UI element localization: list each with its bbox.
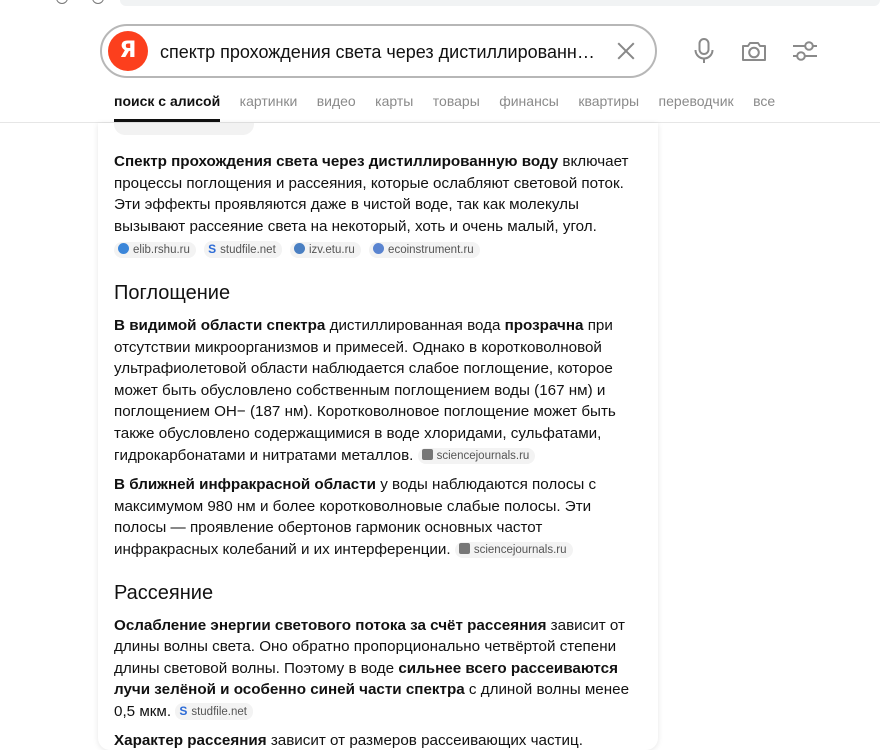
bold-text: сильнее всего рассеиваются лучи зелёной и особенно синей части спектра <box>114 659 618 699</box>
tab-images[interactable]: картинки <box>239 93 298 109</box>
book-icon <box>459 543 470 554</box>
filters-icon[interactable] <box>790 36 820 66</box>
source-link[interactable] <box>455 542 573 558</box>
source-label: elib.rshu.ru <box>133 244 190 257</box>
tab-apartments[interactable]: квартиры <box>578 93 640 109</box>
close-icon[interactable] <box>615 40 637 62</box>
source-label: studfile.net <box>191 705 247 718</box>
intro-sources <box>114 239 644 261</box>
source-link[interactable] <box>290 242 361 258</box>
section-heading: Поглощение <box>114 281 231 304</box>
source-link[interactable] <box>175 703 253 720</box>
answer-content <box>114 151 644 750</box>
camera-search-icon[interactable] <box>739 36 769 66</box>
browser-address-bar[interactable] <box>120 0 880 6</box>
bold-text: прозрачна <box>504 316 584 334</box>
section-heading: Рассеяние <box>114 581 214 604</box>
text: зависит от длины волны света. Оно обратно пропорционально четвёртой степени длины световой волны. Поэтому в воде <box>114 616 625 677</box>
tab-maps[interactable]: карты <box>375 93 414 109</box>
source-label: sciencejournals.ru <box>436 449 530 462</box>
source-label: studfile.net <box>220 244 276 257</box>
paragraph <box>114 474 644 560</box>
microphone-icon[interactable] <box>689 36 719 66</box>
tab-alice-search[interactable]: поиск с алисой <box>114 92 220 122</box>
tab-translator[interactable]: переводчик <box>658 93 734 109</box>
source-label: izv.etu.ru <box>309 244 355 257</box>
text: у воды наблюдаются полосы с максимумом 980 нм и более коротковолновые слабые полосы. Эти полосы — проявление обертонов гармоник основных частот инфракрасных колебаний и их интерференции. <box>114 476 597 558</box>
bold-text: В видимой области спектра <box>114 316 326 334</box>
studfile-favicon-icon: S <box>179 703 188 718</box>
source-link[interactable] <box>418 448 536 464</box>
text: дистиллированная вода <box>325 316 505 334</box>
search-box[interactable] <box>100 24 657 78</box>
search-input[interactable]: спектр прохождения света через дистиллированн… <box>160 42 595 62</box>
source-link[interactable] <box>369 242 480 258</box>
source-label: sciencejournals.ru <box>473 543 567 556</box>
studfile-favicon-icon: S <box>208 242 217 257</box>
paragraph <box>114 315 644 466</box>
collapsed-chip[interactable] <box>114 123 254 135</box>
bold-text: Ослабление энергии светового потока за счёт рассеяния <box>114 616 547 634</box>
text: с длиной волны менее 0,5 мкм. <box>114 681 630 720</box>
answer-card <box>98 123 658 750</box>
source-link[interactable] <box>114 242 196 258</box>
tab-finance[interactable]: финансы <box>499 93 559 109</box>
book-icon <box>422 449 433 460</box>
text: при отсутствии микроорганизмов и примесей. Однако в коротковолновой ультрафиолетовой области наблюдается слабое поглощение, которое может быть обусловлено собственным поглощением воды (167 нм) и поглощением OH− (187 нм). Коротковолновое поглощение может быть также обусловлено содержащимися в воде хлоридами, сульфатами, гидрокарбонатами и нитратами металлов. <box>114 316 616 464</box>
tab-all[interactable]: все <box>753 93 776 109</box>
browser-control-icon[interactable] <box>92 0 104 4</box>
paragraph <box>114 615 644 723</box>
source-label: ecoinstrument.ru <box>388 244 474 257</box>
tab-products[interactable]: товары <box>432 93 480 109</box>
paragraph <box>114 730 644 750</box>
source-link[interactable] <box>204 241 282 258</box>
intro-bold: Спектр прохождения света через дистиллированную воду <box>114 153 559 170</box>
answer-intro <box>114 151 644 237</box>
bold-text: В ближней инфракрасной области <box>114 476 377 494</box>
bold-text: Характер рассеяния <box>114 732 267 750</box>
intro-text: включает процессы поглощения и рассеяния, которые ослабляют световой поток. Эти эффекты проявляются даже в чистой воде, так как молекулы вызывают рассеяние света на некоторый, хоть и очень малый, угол. <box>114 153 629 235</box>
text: зависит от размеров рассеивающих частиц. <box>266 732 583 750</box>
site-favicon-icon <box>373 243 384 254</box>
site-favicon-icon <box>118 243 129 254</box>
search-tabs <box>114 92 790 122</box>
search-header <box>0 10 880 123</box>
yandex-logo[interactable]: Я <box>108 31 148 71</box>
tab-video[interactable]: видео <box>316 93 356 109</box>
browser-control-icon[interactable] <box>56 0 68 4</box>
site-favicon-icon <box>294 243 305 254</box>
browser-tab-strip <box>0 0 880 10</box>
